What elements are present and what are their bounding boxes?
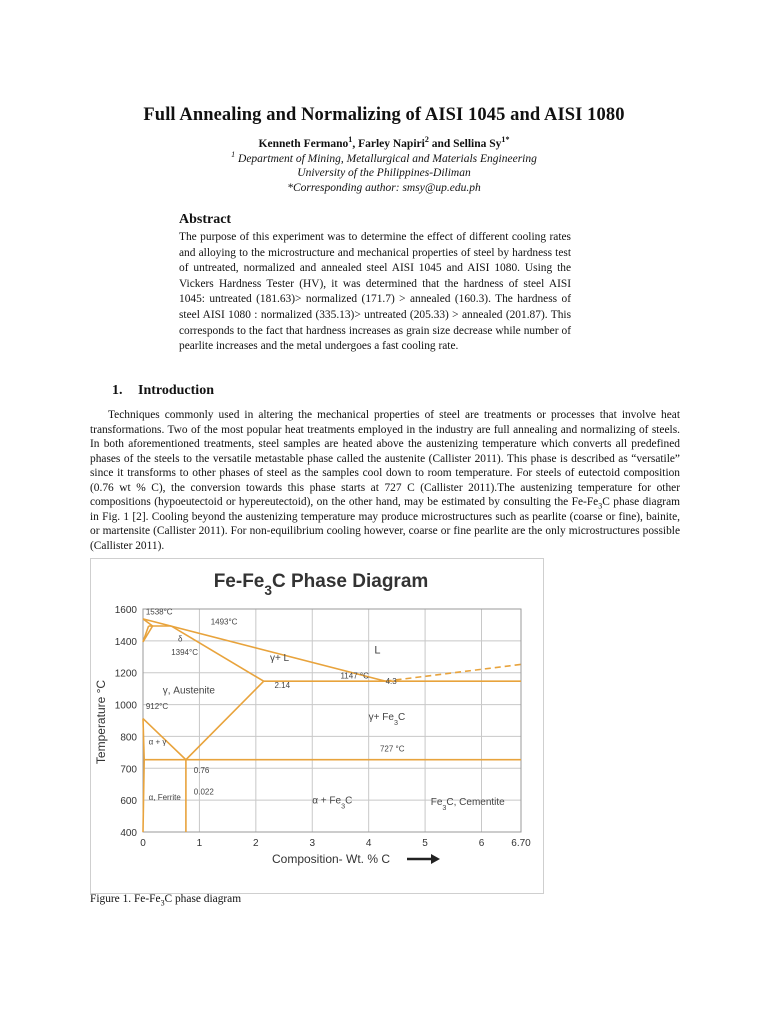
phase-annotation: γ+ L [269, 653, 290, 665]
author-affiliation-mark: 1* [501, 135, 510, 145]
y-tick-label: 1000 [114, 700, 137, 712]
y-tick-label: 400 [120, 828, 137, 839]
phase-annotation: $Fe_3C$, Cementite [430, 796, 505, 812]
paragraph-text: Techniques commonly used in altering the mechanical properties of steel are treatments or processes that involve heat transformations. Two of the most popular heat treatments employed in the industry are full annealing and normalizing of steels. In both aforementioned treatments, steel samples are heated above the austenizing temperature which converts all predefined phases of the steels to the versatile metastable phase called the austenite (Callister 2011). This phase is described as “versatile” since it transforms to other phases of steel as the samples cool down to room temperature. For steels of eutectoid composition (0.76 wt % C), the conversion towards this phase starts at 727 C (Callister 2011).The austenizing temperature for other compositions (hypoeutectoid or hypereutectoid), on the other hand, may be estimated by consulting the Fe-Fe [90, 409, 680, 508]
y-tick-label: 1600 [114, 605, 137, 616]
author-affiliation-mark: 1 [348, 135, 353, 145]
abstract-text: The purpose of this experiment was to determine the effect of different cooling rates and alloying to the microstructure and mechanical properties of steel by hardness test of untreated, normalized and annealed steel AISI 1045 and AISI 1080. Using the Vickers Hardness Tester (HV), it was determined that the hardness of steel AISI 1045: untreated (181.63)> normalized (171.7) > annealed (160.3). The hardness of steel AISI 1080 : normalized (335.13)> untreated (205.33) > annealed (201.87). This corresponds to the fact that hardness increases as grain size decrease while number of pearlite increases and the metal undergoes a fast cooling rate. [179, 231, 571, 353]
author-name: Sellina Sy [453, 138, 502, 150]
phase-annotation: 0.76 [193, 766, 210, 776]
figure-phase-diagram [90, 558, 544, 894]
affiliation-mark: 1 [231, 150, 236, 160]
x-tick-label: 4 [365, 838, 372, 849]
phase-diagram-chart [91, 559, 543, 893]
phase-annotation: 727 °C [379, 744, 405, 754]
section-title: Introduction [138, 383, 214, 398]
y-tick-label: 600 [120, 796, 137, 808]
subscript: 3 [598, 501, 603, 511]
introduction-heading [112, 383, 214, 399]
x-tick-label: 3 [309, 838, 316, 849]
y-tick-label: 800 [120, 732, 137, 744]
author-name: Kenneth Fermano [258, 138, 349, 150]
chart-title: $Fe-Fe_3C$ Phase Diagram [213, 571, 429, 598]
x-axis-arrow [407, 854, 440, 864]
corresponding-author: *Corresponding author: smsy@up.edu.ph [287, 182, 481, 194]
phase-annotation: γ, Austenite [162, 685, 216, 697]
affiliation-department [0, 150, 768, 165]
x-tick-label: 6.70 [511, 838, 531, 849]
caption-subscript: 3 [160, 898, 165, 908]
phase-annotation: α + γ [148, 737, 167, 747]
x-tick-label: 5 [422, 838, 428, 849]
phase-annotation: L [374, 644, 381, 657]
phase-annotation: 912°C [145, 702, 169, 712]
y-tick-label: 1400 [114, 636, 137, 648]
x-tick-label: 6 [478, 838, 485, 849]
x-tick-label: 1 [196, 838, 203, 849]
y-tick-label: 700 [120, 764, 137, 776]
phase-annotation: 1394°C [171, 648, 198, 658]
phase-annotation: 2.14 [274, 681, 291, 691]
paper-title: Full Annealing and Normalizing of AISI 1045 and AISI 1080 [143, 105, 625, 125]
abstract-heading: Abstract [179, 212, 232, 227]
phase-boundary-line [143, 719, 144, 832]
caption-text: Figure 1. Fe-Fe [90, 893, 161, 905]
x-axis-label: Composition- Wt. % C [271, 852, 391, 866]
phase-annotation: 4.3 [385, 677, 397, 687]
x-tick-label: 0 [140, 838, 146, 849]
phase-annotation: 1538°C [145, 607, 173, 617]
phase-annotation: 0.022 [193, 787, 214, 797]
author-separator: and [428, 138, 454, 150]
phase-annotation: 1493°C [210, 617, 238, 627]
phase-annotation: α, Ferrite [148, 793, 181, 803]
phase-annotation: $\gamma+ Fe_3C$ [368, 712, 406, 727]
y-axis-label: Temperature °C [94, 679, 108, 765]
x-tick-label: 2 [253, 838, 259, 849]
affiliation-university: University of the Philippines-Diliman [297, 167, 471, 179]
affiliation-text: Department of Mining, Metallurgical and Materials Engineering [235, 153, 537, 165]
figure-caption [90, 893, 242, 908]
phase-annotation: δ [177, 634, 183, 644]
y-tick-label: 1200 [114, 668, 137, 680]
phase-annotation: 1147 °C [340, 671, 369, 681]
phase-annotation: $\alpha + Fe_3C$ [312, 795, 353, 810]
author-name: Farley Napiri [358, 138, 425, 150]
author-affiliation-mark: 2 [424, 135, 429, 145]
introduction-paragraph [90, 408, 680, 553]
section-number: 1. [112, 383, 123, 398]
caption-text: C phase diagram [164, 893, 242, 905]
author-list [0, 135, 768, 150]
paragraph-text: C phase diagram in Fig. 1 [2]. Cooling beyond the austenizing temperature may produce microstructures such as pearlite (coarse or fine), bainite, or martensite (Callister 2011). For non-equilibrium cooling however, coarse or fine pearlite are the only microstructures possible (Callister 2011). [90, 496, 680, 552]
author-separator: , [352, 138, 359, 150]
